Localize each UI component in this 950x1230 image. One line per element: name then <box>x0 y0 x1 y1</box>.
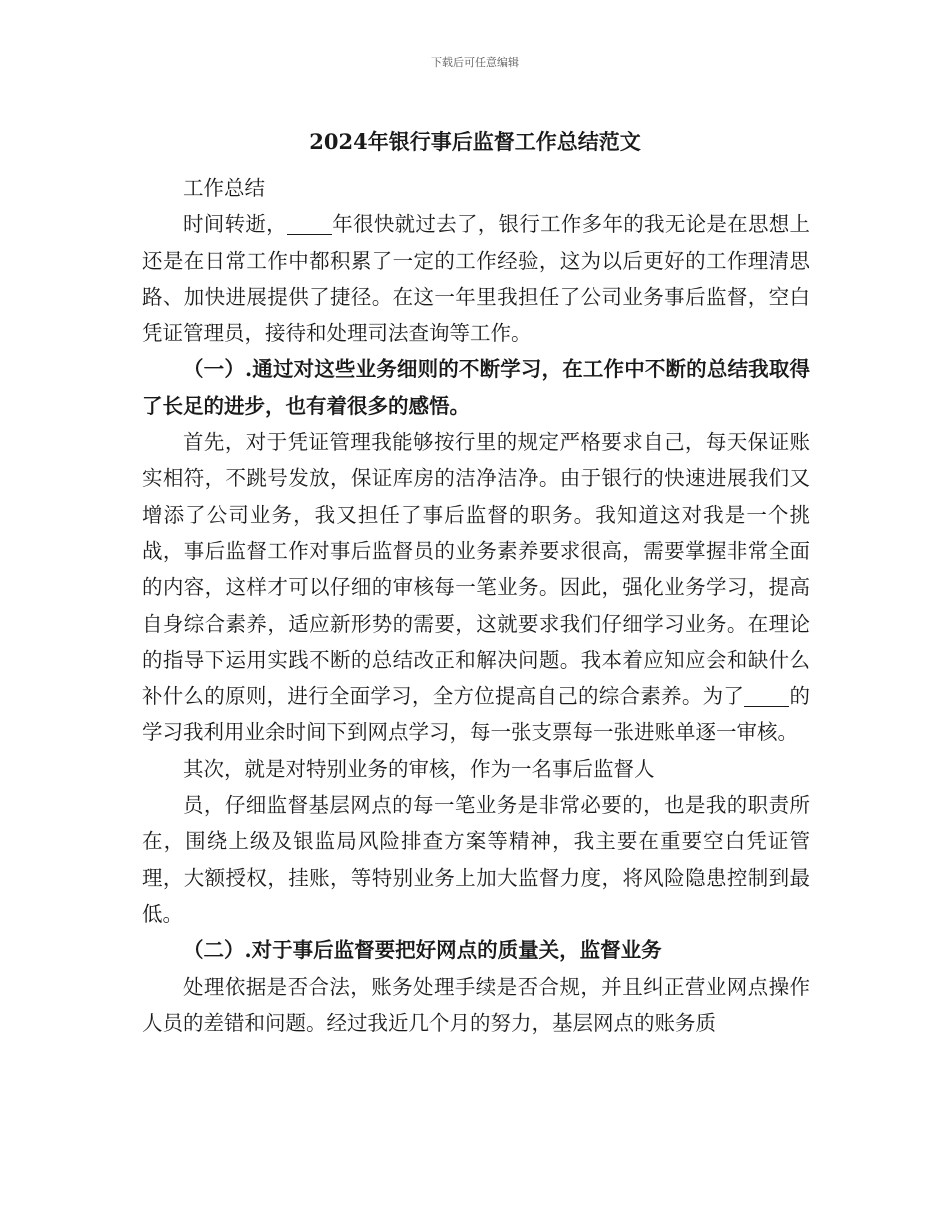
header-note: 下载后可任意编辑 <box>431 56 519 69</box>
fill-in-blank <box>744 686 789 708</box>
paragraph-special-business-cont: 员，仔细监督基层网点的每一笔业务是非常必要的，也是我的职责所在，围绕上级及银监局风险排查方案等精神，我主要在重要空白凭证管理，大额授权，挂账，等特别业务上加大监督力度，将风险隐患控制到最低。 <box>142 793 810 926</box>
paragraph-voucher-management <box>142 424 810 751</box>
paragraph-intro <box>142 206 810 351</box>
paragraph-special-business-start: 其次，就是对特别业务的审核，作为一名事后监督人 <box>183 756 655 781</box>
document-title: 2024年银行事后监督工作总结范文 <box>309 129 641 154</box>
paragraph-work-summary-label: 工作总结 <box>183 176 265 200</box>
section-heading-1: （一）.通过对这些业务细则的不断学习，在工作中不断的总结我取得了长足的进步，也有着很多的感悟。 <box>142 357 810 418</box>
paragraph-voucher-text-before: 首先，对于凭证管理我能够按行里的规定严格要求自己，每天保证账实相符，不跳号发放，保证库房的洁净洁净。由于银行的快速进展我们又增添了公司业务，我又担任了事后监督的职务。我知道这对我是一个挑战，事后监督工作对事后监督员的业务素养要求很高，需要掌握非常全面的内容，这样才可以仔细的审核每一笔业务。因此，强化业务学习，提高自身综合素养，适应新形势的需要，这就要求我们仔细学习业务。在理论的指导下运用实践不断的总结改正和解决问题。我本着应知应会和缺什么补什么的原则，进行全面学习，全方位提高自己的综合素养。为了 <box>142 430 810 709</box>
fill-in-blank <box>287 214 332 236</box>
section-heading-2: （二）.对于事后监督要把好网点的质量关，监督业务 <box>183 938 662 963</box>
paragraph-voucher-text-after: 的学习我利用业余时间下到网点学习，每一张支票每一张进账单逐一审核。 <box>142 684 811 745</box>
paragraph-quality-control: 处理依据是否合法，账务处理手续是否合规，并且纠正营业网点操作人员的差错和问题。经过我近几个月的努力，基层网点的账务质 <box>142 974 810 1035</box>
paragraph-intro-text-before: 时间转逝， <box>183 212 287 237</box>
paragraph-intro-text-after: 年很快就过去了，银行工作多年的我无论是在思想上还是在日常工作中都积累了一定的工作经验，这为以后更好的工作理清思路、加快进展提供了捷径。在这一年里我担任了公司业务事后监督，空白凭证管理员，接待和处理司法查询等工作。 <box>142 212 811 346</box>
document-body <box>142 170 810 1041</box>
